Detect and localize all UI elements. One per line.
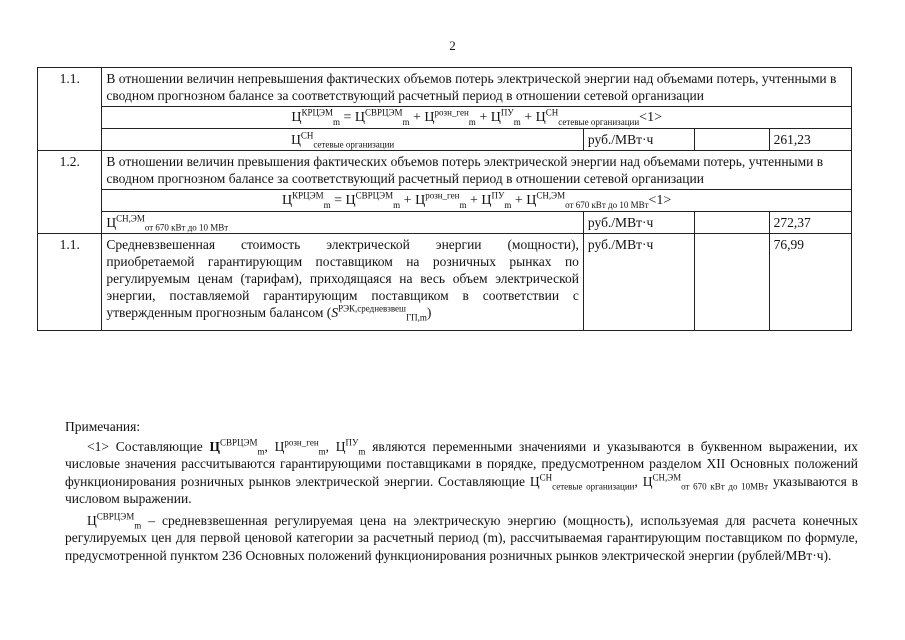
formula: $Ц^{КРЦЭМ}_m = Ц^{СВРЦЭМ}_m + Ц^{розн\_ген}_m + Ц^{ПУ}_m + Ц^{СН}_{сетевые организации}<1>$ bbox=[102, 107, 852, 129]
formula-row bbox=[38, 190, 852, 212]
table-row bbox=[38, 212, 852, 234]
row-description: В отношении величин превышения фактических объемов потерь электрической энергии над объемами потерь, учтенными в сводном прогнозном балансе за соответствующий расчетный период в отношении сетевой организации bbox=[102, 151, 852, 190]
formula-row bbox=[38, 107, 852, 129]
component-symbol: $Ц^{СН,ЭМ}_{от 670 кВт до 10 МВт}$ bbox=[102, 212, 584, 234]
unit-cell: руб./МВт·ч bbox=[583, 234, 694, 331]
row-description: В отношении величин непревышения фактических объемов потерь электрической энергии над объемами потерь, учтенными в сводном прогнозном балансе за соответствующий расчетный период в отношении сетевой организации bbox=[102, 68, 852, 107]
table-row bbox=[38, 234, 852, 331]
table-row bbox=[38, 129, 852, 151]
row-number: 1.2. bbox=[38, 151, 102, 234]
empty-cell bbox=[694, 212, 769, 234]
note-2: $Ц^{СВРЦЭМ}_m$ – средневзвешенная регулируемая цена на электрическую энергию (мощность), используемая для расчета конечных регулируемых цен для первой ценовой категории за расчетный период (m), рассчитываемая гарантирующим поставщиком по формуле, предусмотренной пунктом 236 Основных положений функционирования розничных рынков электрической энергии (рублей/МВт·ч). bbox=[65, 511, 859, 563]
table-row bbox=[38, 151, 852, 190]
table-row bbox=[38, 68, 852, 107]
empty-cell bbox=[694, 129, 769, 151]
row-description: Средневзвешенная стоимость электрической энергии (мощности), приобретаемой гарантирующим поставщиком на розничных рынках по регулируемым ценам (тарифам), приходящаяся на весь объем электрической энергии, поставляемой гарантирующим поставщиком в соответствии с утвержденным прогнозным балансом $(S^{РЭК,средневзвеш}_{ГП,m})$ bbox=[102, 234, 584, 331]
row-number: 1.1. bbox=[38, 234, 102, 331]
tariff-table bbox=[37, 67, 852, 331]
empty-cell bbox=[694, 234, 769, 331]
formula: $Ц^{КРЦЭМ}_m = Ц^{СВРЦЭМ}_m + Ц^{розн\_ген}_m + Ц^{ПУ}_m + Ц^{СН,ЭМ}_{от 670 кВт до 10 МВт}<1>$ bbox=[102, 190, 852, 212]
value-cell: 272,37 bbox=[769, 212, 851, 234]
note-1: <1> Составляющие $Ц^{СВРЦЭМ}_m$, $Ц^{розн\_ген}_m$, $Ц^{ПУ}_m$ являются переменными значениями и указываются в буквенном выражении, их числовые значения рассчитываются гарантирующими поставщиками в порядке, предусмотренном разделом XII Основных положений функционирования розничных рынков электрической энергии. Составляющие $Ц^{СН}_{сетевые организации}$, $Ц^{СН,ЭМ}_{от 670 кВт до 10МВт}$ указываются в числовом выражении. bbox=[65, 437, 859, 506]
component-symbol: $Ц^{СН}_{сетевые организации}$ bbox=[102, 129, 584, 151]
value-cell: 261,23 bbox=[769, 129, 851, 151]
unit-cell: руб./МВт·ч bbox=[583, 129, 694, 151]
notes-section bbox=[65, 418, 858, 564]
row-number: 1.1. bbox=[38, 68, 102, 151]
unit-cell: руб./МВт·ч bbox=[583, 212, 694, 234]
notes-heading: Примечания: bbox=[65, 419, 141, 434]
page-number: 2 bbox=[449, 38, 456, 53]
value-cell: 76,99 bbox=[769, 234, 851, 331]
